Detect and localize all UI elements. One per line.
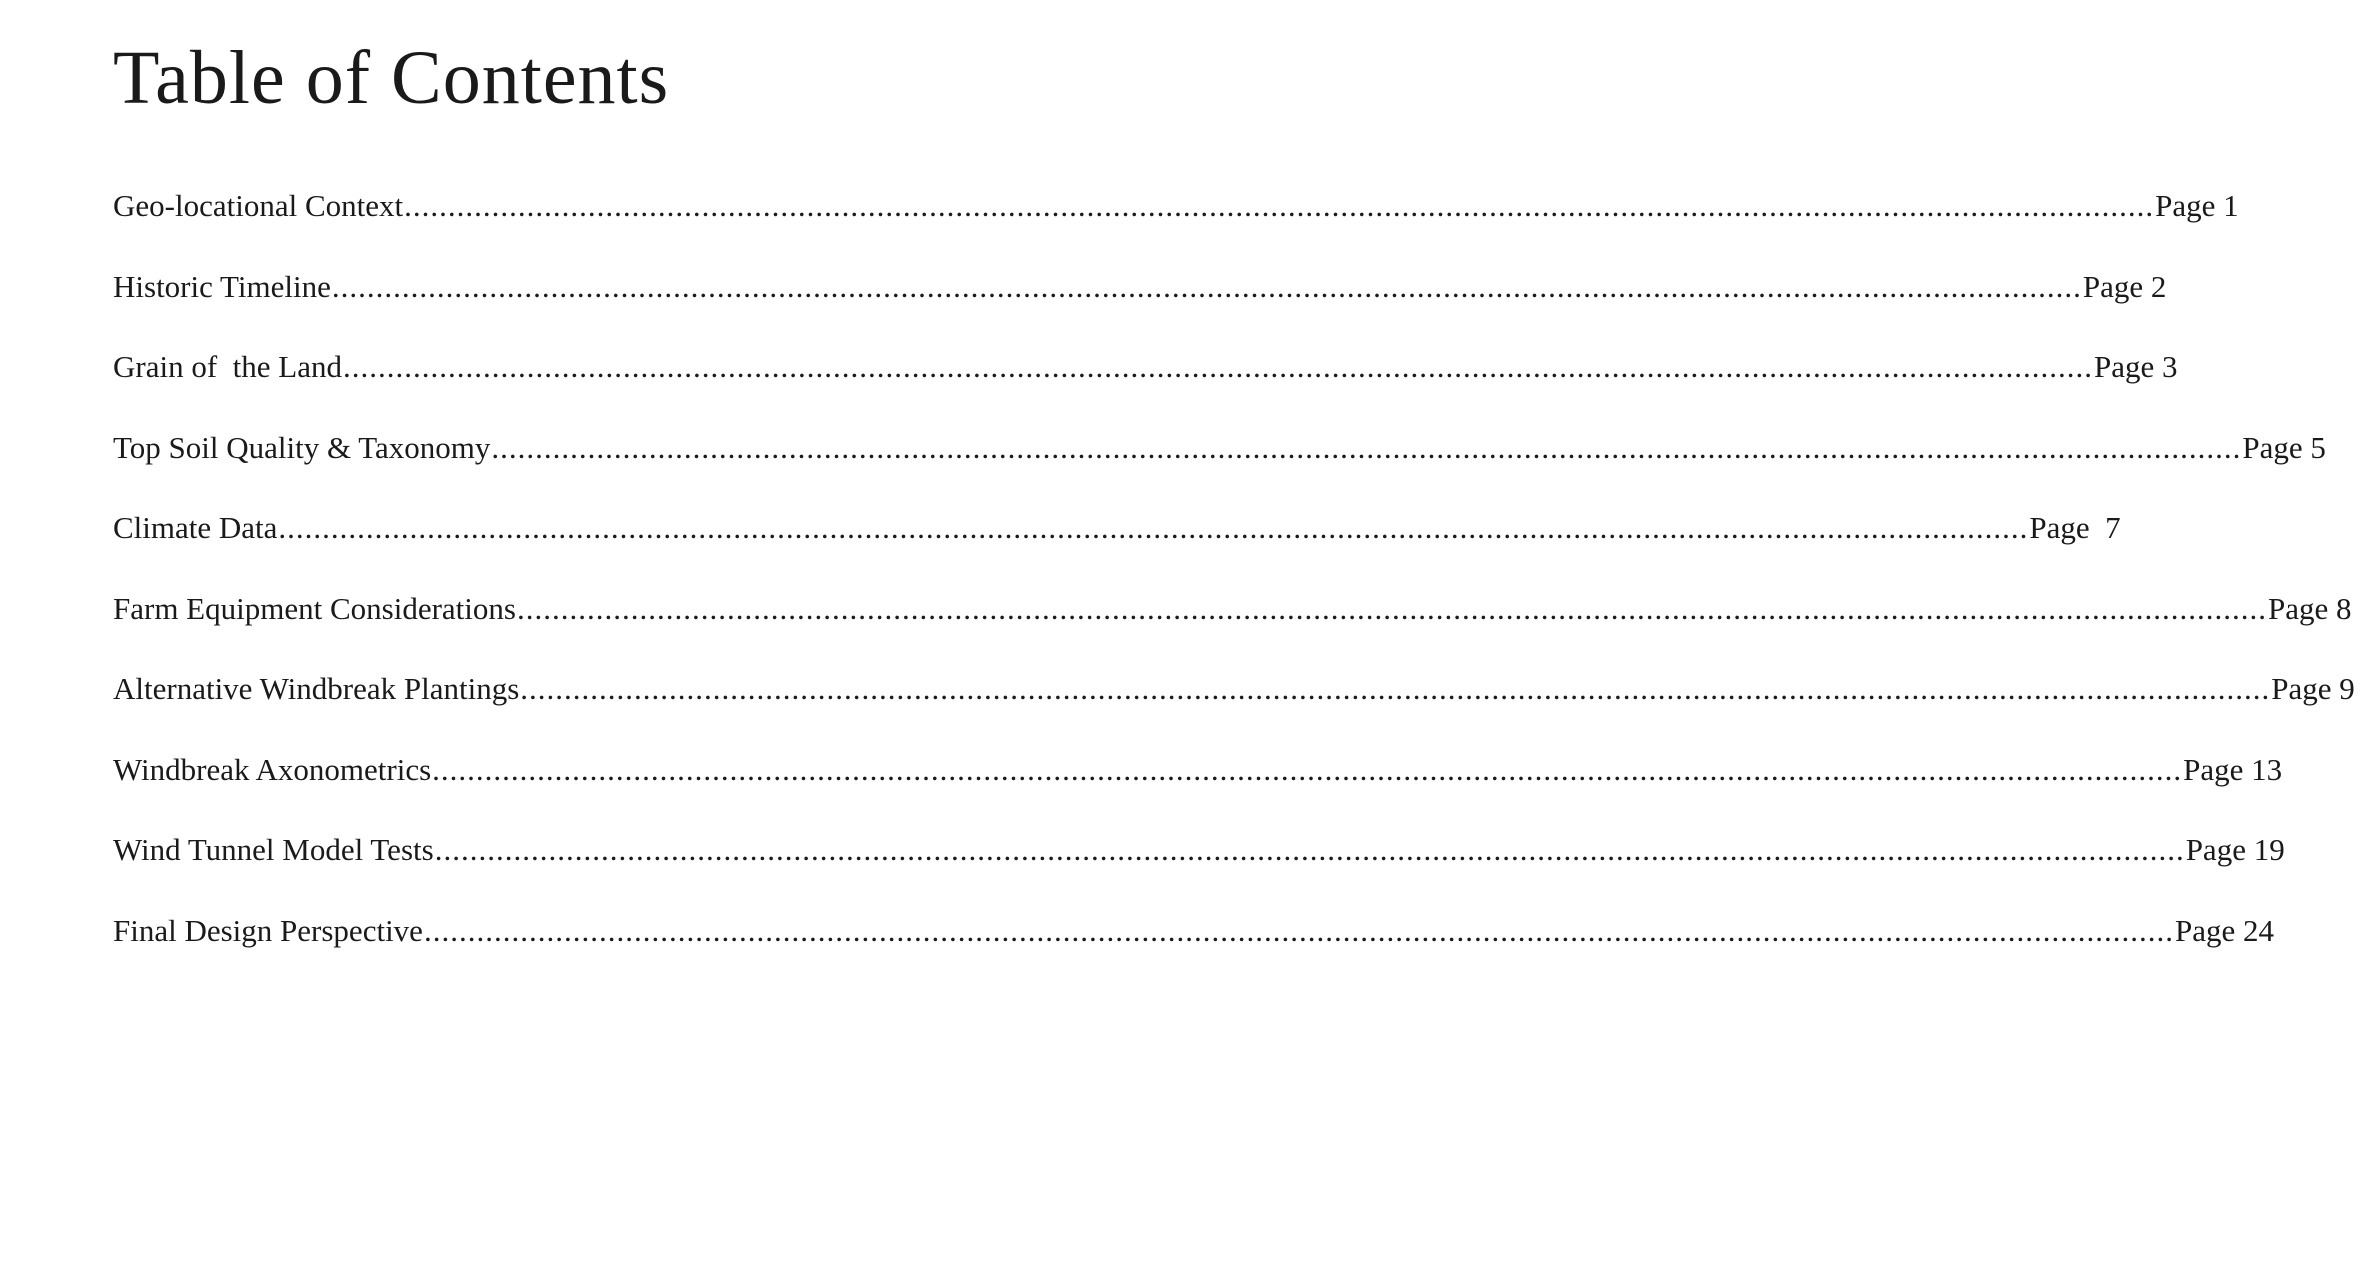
- dot-leader: ........................................................................................................................................................................................................: [520, 671, 2271, 706]
- dot-leader: ........................................................................................................................................................................................................: [432, 751, 2183, 787]
- toc-entry: [113, 671, 2355, 754]
- toc-entry: [113, 349, 2178, 432]
- toc-entry-page: Page 9: [2271, 671, 2355, 706]
- dot-leader: ........................................................................................................................................................................................................: [342, 349, 2093, 384]
- page-title: Table of Contents: [113, 36, 670, 120]
- toc-entry: [113, 510, 2121, 593]
- toc-entry-page: Page 5: [2242, 429, 2326, 465]
- toc-entry: [113, 590, 2352, 674]
- toc-entry: [113, 188, 2239, 271]
- toc-entry-page: Page 1: [2155, 188, 2239, 223]
- toc-entry-label: Geo-locational Context: [113, 188, 404, 223]
- toc-entry-label: Climate Data: [113, 510, 278, 545]
- toc-entry-page: Page 19: [2185, 832, 2285, 867]
- toc-list: [113, 188, 2355, 995]
- dot-leader: ........................................................................................................................................................................................................: [423, 912, 2174, 948]
- toc-entry: [113, 429, 2326, 513]
- toc-entry-label: Historic Timeline: [113, 268, 331, 304]
- toc-entry-page: Page 2: [2082, 268, 2167, 304]
- toc-entry: [113, 751, 2283, 835]
- dot-leader: ........................................................................................................................................................................................................: [404, 188, 2155, 223]
- dot-leader: ........................................................................................................................................................................................................: [278, 510, 2029, 545]
- toc-entry: [113, 268, 2167, 352]
- toc-entry: [113, 912, 2274, 996]
- toc-entry-label: Final Design Perspective: [113, 912, 423, 948]
- toc-entry: [113, 832, 2285, 915]
- toc-entry-label: Wind Tunnel Model Tests: [113, 832, 434, 867]
- dot-leader: ........................................................................................................................................................................................................: [516, 590, 2267, 626]
- toc-entry-page: Page 8: [2267, 590, 2352, 626]
- toc-entry-label: Grain of the Land: [113, 349, 342, 384]
- dot-leader: ........................................................................................................................................................................................................: [434, 832, 2185, 867]
- toc-entry-page: Page 7: [2029, 510, 2121, 545]
- toc-entry-label: Alternative Windbreak Plantings: [113, 671, 520, 706]
- toc-entry-label: Top Soil Quality & Taxonomy: [113, 429, 491, 465]
- dot-leader: ........................................................................................................................................................................................................: [491, 429, 2242, 465]
- toc-entry-label: Windbreak Axonometrics: [113, 751, 432, 787]
- dot-leader: ........................................................................................................................................................................................................: [331, 268, 2082, 304]
- toc-entry-page: Page 13: [2183, 751, 2283, 787]
- toc-entry-page: Page 3: [2093, 349, 2178, 384]
- toc-entry-label: Farm Equipment Considerations: [113, 590, 516, 626]
- toc-entry-page: Page 24: [2174, 912, 2274, 948]
